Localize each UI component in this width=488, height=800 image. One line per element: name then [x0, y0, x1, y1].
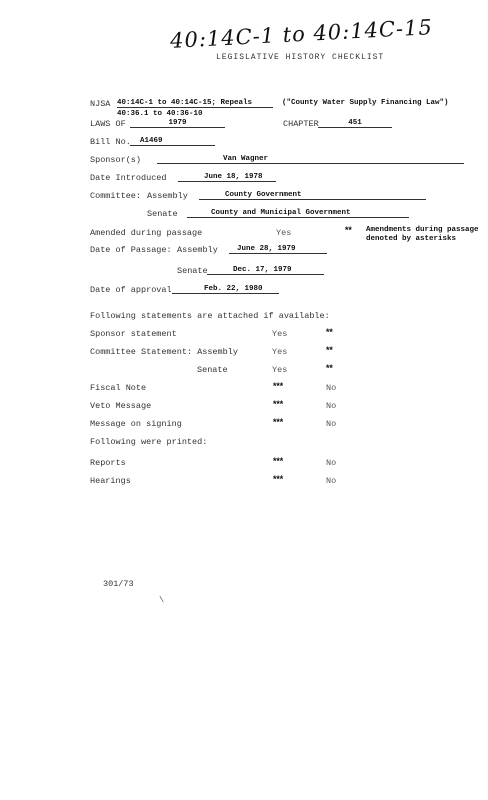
njsa-label: NJSA	[90, 99, 111, 109]
bill-label: Bill No.	[90, 137, 131, 147]
attachment-label-committee-assembly: Committee Statement: Assembly	[90, 347, 238, 357]
date-introduced-value: June 18, 1978	[178, 173, 276, 182]
passage-senate-value: Dec. 17, 1979	[207, 266, 324, 275]
date-introduced-label: Date Introduced	[90, 173, 167, 183]
attachment-label-sponsor: Sponsor statement	[90, 329, 177, 339]
attachment-no-committee-senate: **	[325, 364, 332, 374]
attachment-yes-sponsor: Yes	[272, 329, 288, 339]
amended-note-line1: Amendments during passage	[366, 226, 479, 234]
attachment-no-fiscal-note: No	[326, 383, 337, 393]
laws-of-value: 1979	[130, 119, 225, 128]
page-title: LEGISLATIVE HISTORY CHECKLIST	[216, 53, 385, 62]
attachment-label-message-signing: Message on signing	[90, 419, 182, 429]
attachment-label-fiscal-note: Fiscal Note	[90, 383, 147, 393]
attachment-no-sponsor: **	[325, 328, 332, 338]
njsa-value: 40:14C-1 to 40:14C-15; Repeals	[117, 99, 273, 108]
passage-senate-label: Senate	[177, 266, 208, 276]
attachment-no-committee-assembly: **	[325, 346, 332, 356]
date-approval-value: Feb. 22, 1980	[172, 285, 279, 294]
chapter-value: 451	[318, 119, 392, 128]
attachment-yes-fiscal-note: ***	[272, 382, 283, 392]
amended-note-mark: **	[344, 226, 351, 236]
attachment-yes-message-signing: ***	[272, 418, 283, 428]
amended-label: Amended during passage	[90, 228, 203, 238]
committee-assembly-value: County Government	[199, 191, 426, 200]
attachment-yes-veto-message: ***	[272, 400, 283, 410]
passage-assembly-value: June 28, 1979	[229, 245, 327, 254]
printed-no-reports: No	[326, 458, 337, 468]
printed-label-reports: Reports	[90, 458, 126, 468]
footer-mark: \	[159, 595, 165, 605]
chapter-label: CHAPTER	[283, 119, 319, 129]
committee-senate-label: Senate	[147, 209, 178, 219]
attachment-yes-committee-assembly: Yes	[272, 347, 288, 357]
passage-assembly-label: Assembly	[177, 245, 218, 255]
printed-label-hearings: Hearings	[90, 476, 131, 486]
printed-yes-hearings: ***	[272, 475, 283, 485]
attachment-yes-committee-senate: Yes	[272, 365, 288, 375]
printed-yes-reports: ***	[272, 457, 283, 467]
attachment-no-veto-message: No	[326, 401, 337, 411]
attachments-heading: Following statements are attached if available:	[90, 311, 330, 321]
printed-no-hearings: No	[326, 476, 337, 486]
attachment-label-veto-message: Veto Message	[90, 401, 152, 411]
committee-assembly-label: Assembly	[147, 191, 188, 201]
sponsor-value: Van Wagner	[157, 155, 464, 164]
njsa-value-second-line: 40:36.1 to 40:36-10	[117, 110, 203, 118]
date-approval-label: Date of approval	[90, 285, 172, 295]
committee-label: Committee:	[90, 191, 142, 201]
njsa-note: ("County Water Supply Financing Law")	[282, 99, 449, 107]
printed-heading: Following were printed:	[90, 437, 208, 447]
bill-value: A1469	[130, 137, 215, 146]
attachment-no-message-signing: No	[326, 419, 337, 429]
handwritten-title: 40:14C-1 to 40:14C-15	[169, 15, 434, 53]
committee-senate-value: County and Municipal Government	[187, 209, 409, 218]
footer-code: 301/73	[103, 579, 134, 589]
attachment-label-committee-senate: Senate	[197, 365, 228, 375]
date-passage-label: Date of Passage:	[90, 245, 172, 255]
amended-note-line2: denoted by asterisks	[366, 235, 457, 243]
amended-value: Yes	[276, 228, 292, 238]
sponsor-label: Sponsor(s)	[90, 155, 142, 165]
laws-of-label: LAWS OF	[90, 119, 126, 129]
